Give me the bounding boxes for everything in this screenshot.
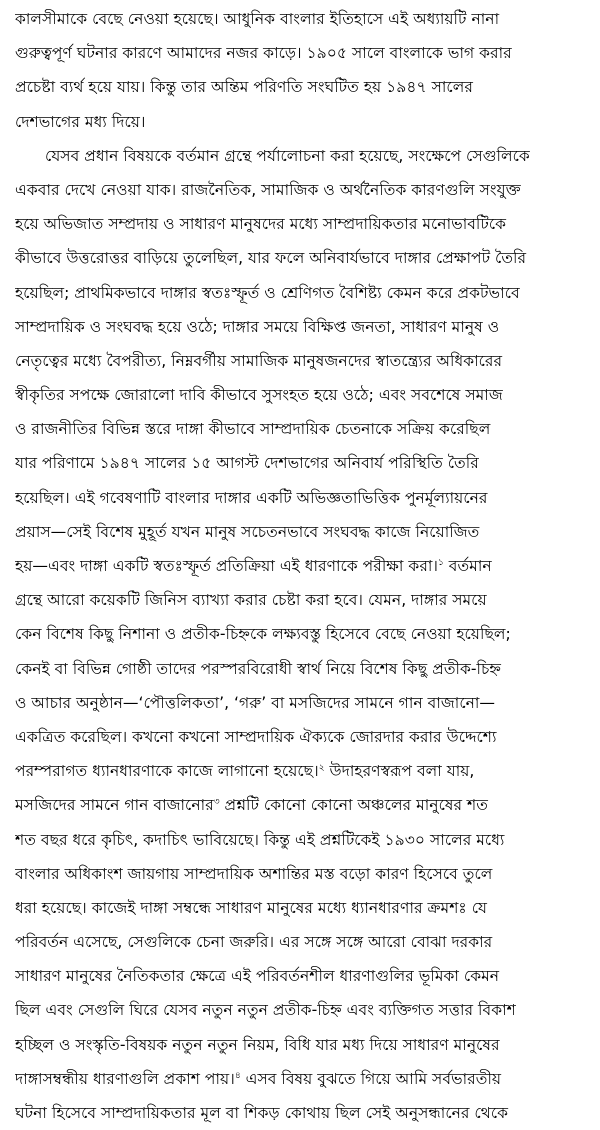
text-line: ধরা হয়েছে। কাজেই দাঙ্গা সম্বন্ধে সাধারণ মানুষের মধ্যে ধ্যানধারণার ক্রমশঃ যে	[15, 898, 487, 917]
text-line: সাধারণ মানুষের নৈতিকতার ক্ষেত্রে এই পরিবর্তনশীল ধারণাগুলির ভূমিকা কেমন	[15, 967, 500, 986]
text-line: সাম্প্রদায়িক ও সংঘবদ্ধ হয়ে ওঠে; দাঙ্গার সময়ে বিক্ষিপ্ত জনতা, সাধারণ মানুষ ও	[15, 317, 500, 336]
text-line: প্রচেষ্টা ব্যর্থ হয়ে যায়। কিন্তু তার অন্তিম পরিণতি সংঘটিত হয় ১৯৪৭ সালের	[15, 78, 473, 97]
footnote-marker: ১	[438, 557, 444, 568]
footnote-marker: ৪	[234, 1070, 241, 1081]
text-line: দেশভাগের মধ্য দিয়ে।	[15, 112, 146, 131]
text-line: গ্রন্থে আরো কয়েকটি জিনিস ব্যাখ্যা করার চেষ্টা করা হবে। যেমন, দাঙ্গার সময়ে	[15, 591, 487, 610]
text-line: ও আচার অনুষ্ঠান—‘পৌত্তলিকতা’, ‘গরু’ বা মসজিদের সামনে গান বাজানো—	[15, 693, 496, 712]
text-line: দাঙ্গাসম্বন্ধীয় ধারণাগুলি প্রকাশ পায়।$^৪$ এসব বিষয় বুঝতে গিয়ে আমি সর্বভারতীয়	[15, 1069, 502, 1088]
text-line: প্রয়াস—সেই বিশেষ মুহূর্ত যখন মানুষ সচেতনভাবে সংঘবদ্ধ কাজে নিয়োজিত	[15, 522, 480, 541]
paragraph	[15, 139, 582, 1130]
text-line: যার পরিণামে ১৯৪৭ সালের ১৫ আগস্ট দেশভাগের অনিবার্য পরিস্থিতি তৈরি	[15, 454, 479, 473]
text-line: কেন বিশেষ কিছু নিশানা ও প্রতীক-চিহ্নকে লক্ষ্যবস্তু হিসেবে বেছে নেওয়া হয়েছিল;	[15, 625, 511, 644]
text-line: কেনই বা বিভিন্ন গোষ্ঠী তাদের পরস্পরবিরোধী স্বার্থ নিয়ে বিশেষ কিছু প্রতীক-চিহ্ন	[15, 659, 502, 678]
text-line: ঘটনা হিসেবে সাম্প্রদায়িকতার মূল বা শিকড় কোথায় ছিল সেই অনুসন্ধানের থেকে	[15, 1104, 509, 1122]
text-line: একবার দেখে নেওয়া যাক। রাজনৈতিক, সামাজিক ও অর্থনৈতিক কারণগুলি সংযুক্ত	[15, 180, 521, 199]
text-line: ও রাজনীতির বিভিন্ন স্তরে দাঙ্গা কীভাবে সাম্প্রদায়িক চেতনাকে সক্রিয় করেছিল	[15, 420, 491, 439]
text-line: স্বীকৃতির সপক্ষে জোরালো দাবি কীভাবে সুসংহত হয়ে ওঠে; এবং সবশেষে সমাজ	[15, 386, 503, 405]
paragraph	[15, 2, 582, 139]
text-line: নেতৃত্বের মধ্যে বৈপরীত্য, নিম্নবর্গীয় সামাজিক মানুষজনদের স্বাতন্ত্র্যের অধিকারের	[15, 351, 503, 370]
text-line: হয়েছিল। এই গবেষণাটি বাংলার দাঙ্গার একটি অভিজ্ঞতাভিত্তিক পুনর্মূল্যায়নের	[15, 488, 488, 507]
text-line: যেসব প্রধান বিষয়কে বর্তমান গ্রন্থে পর্যালোচনা করা হয়েছে, সংক্ষেপে সেগুলিকে	[45, 146, 530, 165]
text-line: গুরুত্বপূর্ণ ঘটনার কারণে আমাদের নজর কাড়ে। ১৯০৫ সালে বাংলাকে ভাগ করার	[15, 44, 512, 63]
text-line: ছিল এবং সেগুলি ঘিরে যেসব নতুন নতুন প্রতীক-চিহ্ন এবং ব্যক্তিগত সত্তার বিকাশ	[15, 1001, 516, 1020]
text-line: বাংলার অধিকাংশ জায়গায় সাম্প্রদায়িক অশান্তির মস্ত বড়ো কারণ হিসেবে তুলে	[15, 864, 493, 883]
text-line: কীভাবে উত্তরোত্তর বাড়িয়ে তুলেছিল, যার ফলে অনিবার্যভাবে দাঙ্গার প্রেক্ষাপট তৈরি	[15, 249, 527, 268]
text-line: পরম্পরাগত ধ্যানধারণাকে কাজে লাগানো হয়েছে।$^২$ উদাহরণস্বরূপ বলা যায়,	[15, 762, 475, 781]
footnote-marker: ৩	[213, 797, 220, 808]
text-line: শত বছর ধরে কৃচিৎ, কদাচিৎ ভাবিয়েছে। কিন্তু এই প্রশ্নটিকেই ১৯৩০ সালের মধ্যে	[15, 830, 505, 849]
text-line: পরিবর্তন এসেছে, সেগুলিকে চেনা জরুরি। এর সঙ্গে সঙ্গে আরো বোঝা দরকার	[15, 933, 493, 952]
text-line: হচ্ছিল ও সংস্কৃতি-বিষয়ক নতুন নতুন নিয়ম, বিধি যার মধ্য দিয়ে সাধারণ মানুষের	[15, 1035, 500, 1054]
text-line: হয়েছিল; প্রাথমিকভাবে দাঙ্গার স্বতঃস্ফূর্ত ও শ্রেণিগত বৈশিষ্ট্য কেমন করে প্রকটভাবে	[15, 283, 520, 302]
text-line: মসজিদের সামনে গান বাজানোর$^৩$ প্রশ্নটি কোনো কোনো অঞ্চলের মানুষের শত	[15, 796, 488, 815]
text-line: হয়—এবং দাঙ্গা একটি স্বতঃস্ফূর্ত প্রতিক্রিয়া এই ধারণাকে পরীক্ষা করা।$^১$ বর্তমান	[15, 557, 492, 575]
text-line: একত্রিত করেছিল। কখনো কখনো সাম্প্রদায়িক ঐক্যকে জোরদার করার উদ্দেশ্যে	[15, 727, 497, 746]
footnote-marker: ২	[318, 762, 325, 773]
text-line: হয়ে অভিজাত সম্প্রদায় ও সাধারণ মানুষদের মধ্যে সাম্প্রদায়িকতার মনোভাবটিকে	[15, 215, 507, 234]
text-line: কালসীমাকে বেছে নেওয়া হয়েছে। আধুনিক বাংলার ইতিহাসে এই অধ্যায়টি নানা	[15, 10, 500, 28]
